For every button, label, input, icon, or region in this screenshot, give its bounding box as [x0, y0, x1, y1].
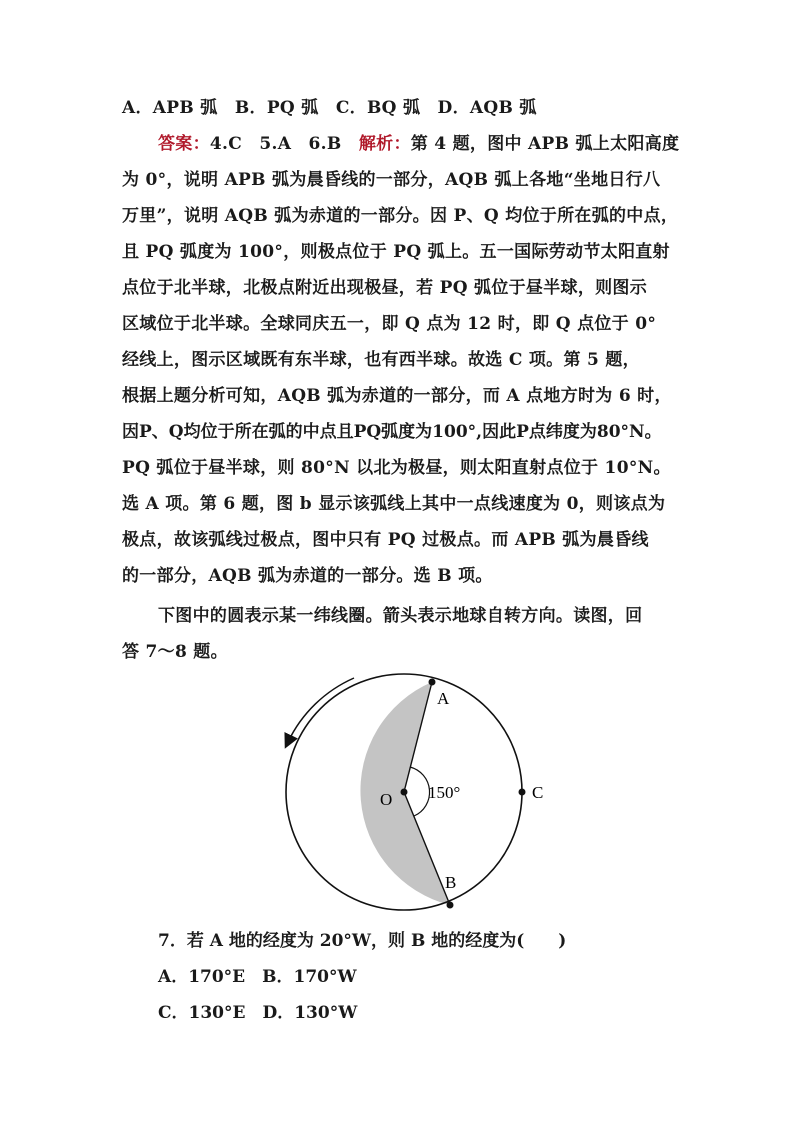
- answer-label: 答案：: [158, 134, 210, 154]
- analysis-line: 点位于北半球，北极点附近出现极昼，若 PQ 弧位于昼半球，则图示: [122, 278, 648, 298]
- analysis-line: PQ 弧位于昼半球，则 80°N 以北为极昼，则太阳直射点位于 10°N。: [122, 458, 671, 478]
- point-C: [519, 789, 526, 796]
- label-C: C: [532, 783, 544, 802]
- point-O: [401, 789, 408, 796]
- point-A: [429, 679, 436, 686]
- analysis-line: 且 PQ 弧度为 100°，则极点位于 PQ 弧上。五一国际劳动节太阳直射: [122, 242, 670, 262]
- angle-arc: [410, 767, 430, 816]
- question7-stem: 7．若 A 地的经度为 20°W，则 B 地的经度为( ): [158, 931, 567, 951]
- label-O: O: [380, 790, 393, 809]
- question7-options-row1: A．170°E B．170°W: [158, 967, 357, 987]
- analysis-text-1: 第 4 题，图中 APB 弧上太阳高度: [410, 134, 680, 154]
- answer-values: 4.C 5.A 6.B: [209, 134, 359, 154]
- angle-label: 150°: [428, 783, 461, 802]
- analysis-label: 解析：: [358, 134, 411, 154]
- answer-line-1: [158, 132, 718, 156]
- question6-options: A．APB 弧 B．PQ 弧 C．BQ 弧 D．AQB 弧: [122, 98, 537, 118]
- analysis-line: 为 0°，说明 APB 弧为晨昏线的一部分，AQB 弧上各地“坐地日行八: [122, 170, 661, 190]
- label-A: A: [437, 689, 450, 708]
- analysis-line: 的一部分，AQB 弧为赤道的一部分。选 B 项。: [122, 566, 493, 586]
- analysis-line: 根据上题分析可知，AQB 弧为赤道的一部分，而 A 点地方时为 6 时，: [122, 386, 672, 406]
- intro-line-2: 答 7～8 题。: [122, 642, 228, 662]
- question7-options-row2: C．130°E D．130°W: [158, 1003, 358, 1023]
- latitude-circle-figure: [270, 670, 560, 920]
- analysis-line: 选 A 项。第 6 题，图 b 显示该弧线上其中一点线速度为 0，则该点为: [122, 494, 666, 514]
- label-B: B: [445, 873, 457, 892]
- intro-line-1: 下图中的圆表示某一纬线圈。箭头表示地球自转方向。读图，回: [158, 606, 643, 626]
- analysis-line: 经线上，图示区域既有东半球，也有西半球。故选 C 项。第 5 题，: [122, 350, 640, 370]
- analysis-line: 因P、Q均位于所在弧的中点且PQ弧度为100°,因此P点纬度为80°N。: [122, 422, 662, 442]
- rotation-arrow-icon: [288, 678, 354, 742]
- point-B: [447, 902, 454, 909]
- analysis-line: 极点，故该弧线过极点，图中只有 PQ 过极点。而 APB 弧为晨昏线: [122, 530, 649, 550]
- analysis-line: 万里”，说明 AQB 弧为赤道的一部分。因 P、Q 均位于所在弧的中点，: [122, 206, 679, 226]
- analysis-line: 区域位于北半球。全球同庆五一，即 Q 点为 12 时，即 Q 点位于 0°: [122, 314, 657, 334]
